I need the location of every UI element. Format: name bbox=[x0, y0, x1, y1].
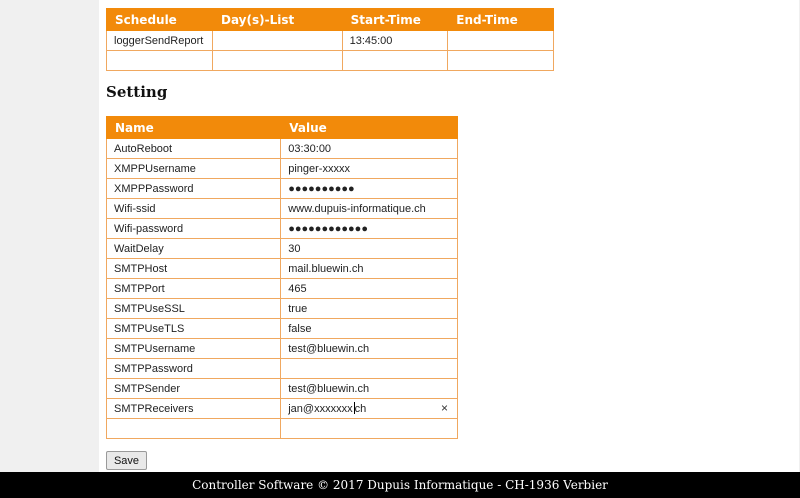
table-row bbox=[107, 259, 458, 279]
setting-name-cell: SMTPPassword bbox=[107, 359, 281, 379]
setting-header-row bbox=[107, 117, 458, 139]
schedule-header-days: Day(s)-List bbox=[212, 9, 342, 31]
schedule-cell-days[interactable] bbox=[212, 31, 342, 51]
setting-name-cell: SMTPUseTLS bbox=[107, 319, 281, 339]
schedule-table bbox=[106, 8, 554, 71]
setting-name-cell: SMTPUsername bbox=[107, 339, 281, 359]
setting-name-cell: XMPPUsername bbox=[107, 159, 281, 179]
setting-name-cell: SMTPReceivers bbox=[107, 399, 281, 419]
schedule-cell-start[interactable] bbox=[342, 51, 448, 71]
setting-name-cell[interactable] bbox=[107, 419, 281, 439]
table-row bbox=[107, 199, 458, 219]
setting-name-cell: SMTPHost bbox=[107, 259, 281, 279]
setting-value-cell[interactable]: false bbox=[281, 319, 458, 339]
setting-value-cell[interactable]: www.dupuis-informatique.ch bbox=[281, 199, 458, 219]
setting-name-cell: SMTPSender bbox=[107, 379, 281, 399]
table-row bbox=[107, 51, 554, 71]
setting-name-cell: Wifi-ssid bbox=[107, 199, 281, 219]
setting-value-cell[interactable]: 465 bbox=[281, 279, 458, 299]
setting-value-cell[interactable]: 03:30:00 bbox=[281, 139, 458, 159]
schedule-header-start: Start-Time bbox=[342, 9, 448, 31]
schedule-cell-days[interactable] bbox=[212, 51, 342, 71]
table-row bbox=[107, 179, 458, 199]
schedule-cell-end[interactable] bbox=[448, 31, 554, 51]
input-text-after-caret: ch bbox=[354, 403, 367, 415]
table-row bbox=[107, 159, 458, 179]
footer: Controller Software © 2017 Dupuis Informatique - CH-1936 Verbier bbox=[0, 472, 800, 498]
table-row bbox=[107, 219, 458, 239]
smtp-receivers-input[interactable] bbox=[281, 399, 458, 419]
table-row bbox=[107, 359, 458, 379]
table-row bbox=[107, 239, 458, 259]
setting-table bbox=[106, 116, 458, 439]
schedule-header-schedule: Schedule bbox=[107, 9, 213, 31]
setting-title: Setting bbox=[106, 83, 168, 101]
setting-name-cell: AutoReboot bbox=[107, 139, 281, 159]
input-text-before-caret: jan@xxxxxxx bbox=[288, 403, 353, 415]
setting-value-cell[interactable]: mail.bluewin.ch bbox=[281, 259, 458, 279]
setting-value-cell[interactable]: test@bluewin.ch bbox=[281, 339, 458, 359]
table-row bbox=[107, 319, 458, 339]
schedule-cell-name[interactable]: loggerSendReport bbox=[107, 31, 213, 51]
schedule-header-row bbox=[107, 9, 554, 31]
setting-header-value: Value bbox=[281, 117, 458, 139]
save-button[interactable]: Save bbox=[106, 451, 147, 470]
setting-value-cell[interactable]: 30 bbox=[281, 239, 458, 259]
setting-value-cell[interactable]: true bbox=[281, 299, 458, 319]
table-row bbox=[107, 31, 554, 51]
schedule-cell-end[interactable] bbox=[448, 51, 554, 71]
setting-name-cell: Wifi-password bbox=[107, 219, 281, 239]
setting-value-cell[interactable]: test@bluewin.ch bbox=[281, 379, 458, 399]
table-row bbox=[107, 139, 458, 159]
setting-name-cell: XMPPPassword bbox=[107, 179, 281, 199]
setting-name-cell: WaitDelay bbox=[107, 239, 281, 259]
left-gutter bbox=[0, 0, 99, 472]
schedule-cell-name[interactable] bbox=[107, 51, 213, 71]
table-row bbox=[107, 419, 458, 439]
setting-value-cell[interactable]: ●●●●●●●●●● bbox=[281, 179, 458, 199]
schedule-header-end: End-Time bbox=[448, 9, 554, 31]
table-row bbox=[107, 279, 458, 299]
table-row bbox=[107, 299, 458, 319]
table-row bbox=[107, 379, 458, 399]
clear-icon[interactable]: × bbox=[440, 401, 448, 415]
setting-name-cell: SMTPUseSSL bbox=[107, 299, 281, 319]
setting-value-cell[interactable] bbox=[281, 359, 458, 379]
table-row bbox=[107, 339, 458, 359]
setting-name-cell: SMTPPort bbox=[107, 279, 281, 299]
setting-header-name: Name bbox=[107, 117, 281, 139]
setting-value-cell[interactable]: pinger-xxxxx bbox=[281, 159, 458, 179]
setting-value-cell[interactable] bbox=[281, 419, 458, 439]
table-row-editing bbox=[107, 399, 458, 419]
setting-value-cell[interactable]: ●●●●●●●●●●●● bbox=[281, 219, 458, 239]
schedule-cell-start[interactable]: 13:45:00 bbox=[342, 31, 448, 51]
